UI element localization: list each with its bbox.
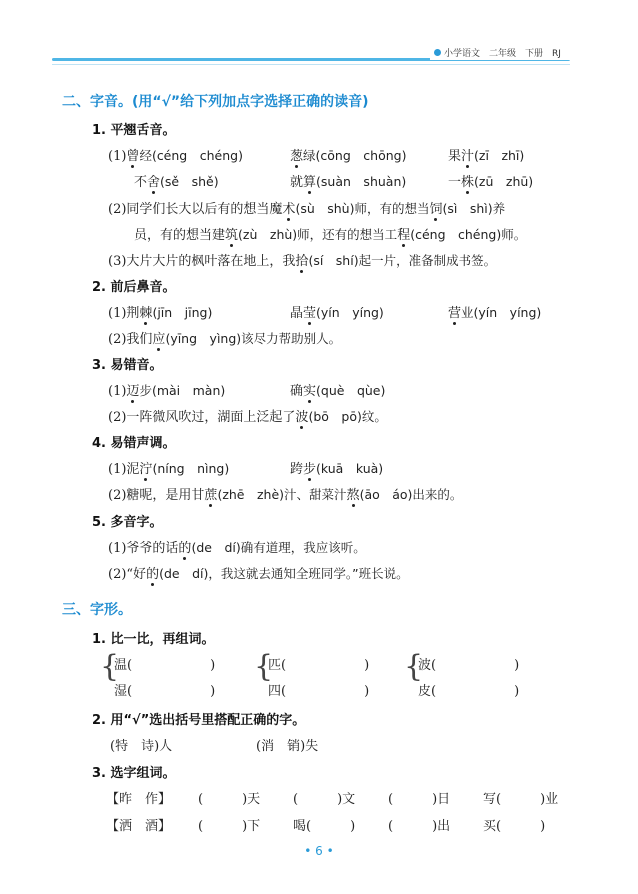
section-2-title: 二、字音。(用“√”给下列加点字选择正确的读音): [62, 94, 369, 110]
select-row-2-cell-4: 买( ): [483, 819, 546, 834]
compare-pair-1-bottom: 湿( ): [114, 684, 216, 699]
q3-title: 3. 易错音。: [92, 358, 163, 373]
q4-item-1a: (1)泥泞(níng nìng): [108, 458, 229, 477]
select-row-1-cell-4: 写( )业: [483, 792, 559, 807]
q4-item-1b: 跨步(kuā kuà): [290, 458, 383, 477]
select-row-1-cell-3: ( )日: [388, 792, 451, 807]
select-row-1-cell-2: ( )文: [293, 792, 356, 807]
q2-sentence-2: (2)我们应(yīng yìng)该尽力帮助别人。: [108, 328, 341, 347]
select-row-2-cell-3: ( )出: [388, 819, 451, 834]
q1-item-1c: 果汁(zī zhī): [448, 145, 524, 164]
q5-sentence-1: (1)爷爷的话的(de dí)确有道理，我应该听。: [108, 537, 366, 556]
q2-item-1c: 营业(yín yíng): [448, 302, 541, 321]
brace-left-1: {: [100, 649, 120, 684]
compare-pair-2-top: 匹( ): [268, 658, 370, 673]
s3-q3-title: 3. 选字组词。: [92, 766, 176, 781]
select-row-2-label: 【洒 酒】: [106, 819, 172, 834]
q1-item-2a: 不舍(sě shě): [134, 171, 219, 190]
q1-item-1a: (1)曾经(céng chéng): [108, 145, 243, 164]
q1-sentence-2-line2: 员，有的想当建筑(zù zhù)师，还有的想当工程(céng chéng)师。: [134, 224, 526, 243]
select-row-2-cell-2: 喝( ): [293, 819, 356, 834]
q4-title: 4. 易错声调。: [92, 436, 176, 451]
q2-title: 2. 前后鼻音。: [92, 280, 176, 295]
section-3-title: 三、字形。: [62, 602, 132, 618]
q2-item-1b: 晶莹(yín yíng): [290, 302, 384, 321]
page-number: • 6 •: [304, 844, 334, 858]
q3-item-1a: (1)迈步(mài màn): [108, 380, 225, 399]
brace-left-2: {: [254, 649, 274, 684]
s3-q2-title: 2. 用“√”选出括号里搭配正确的字。: [92, 713, 306, 728]
q3-sentence-2: (2)一阵微风吹过，湖面上泛起了波(bō pō)纹。: [108, 406, 387, 425]
bullet-dot-icon: [434, 49, 441, 56]
choice-item-2: (消 销)失: [256, 739, 319, 754]
q1-sentence-3: (3)大片大片的枫叶落在地上，我拾(sí shí)起一片，准备制成书签。: [108, 250, 496, 269]
header-rule-thin: [52, 64, 570, 65]
q5-title: 5. 多音字。: [92, 515, 163, 530]
compare-pair-3-top: 波( ): [418, 658, 520, 673]
q2-item-1a: (1)荆棘(jīn jīng): [108, 302, 212, 321]
compare-pair-3-bottom: 皮( ): [418, 684, 520, 699]
brace-left-3: {: [404, 649, 424, 684]
q1-item-1b: 葱绿(cōng chōng): [290, 145, 406, 164]
select-row-1-cell-1: ( )天: [198, 792, 261, 807]
q1-item-2c: 一株(zū zhū): [448, 171, 533, 190]
q3-item-1b: 确实(què qùe): [290, 380, 385, 399]
q5-sentence-2: (2)“好的(de dí)，我这就去通知全班同学。”班长说。: [108, 563, 409, 582]
select-row-1-label: 【昨 作】: [106, 792, 172, 807]
s3-q1-title: 1. 比一比，再组词。: [92, 632, 215, 647]
q1-title: 1. 平翘舌音。: [92, 123, 176, 138]
q1-sentence-2-line1: (2)同学们长大以后有的想当魔术(sù shù)师，有的想当饲(sì shì)养: [108, 198, 505, 217]
q4-sentence-2: (2)糖呢，是用甘蔗(zhē zhè)汁、甜菜汁熬(āo áo)出来的。: [108, 484, 462, 503]
header-series: 小学语文 二年级 下册 RJ: [444, 49, 561, 59]
q1-item-2b: 就算(suàn shuàn): [290, 171, 406, 190]
compare-pair-1-top: 温( ): [114, 658, 216, 673]
select-row-2-cell-1: ( )下: [198, 819, 261, 834]
choice-item-1: (特 诗)人: [110, 739, 173, 754]
compare-pair-2-bottom: 四( ): [268, 684, 370, 699]
